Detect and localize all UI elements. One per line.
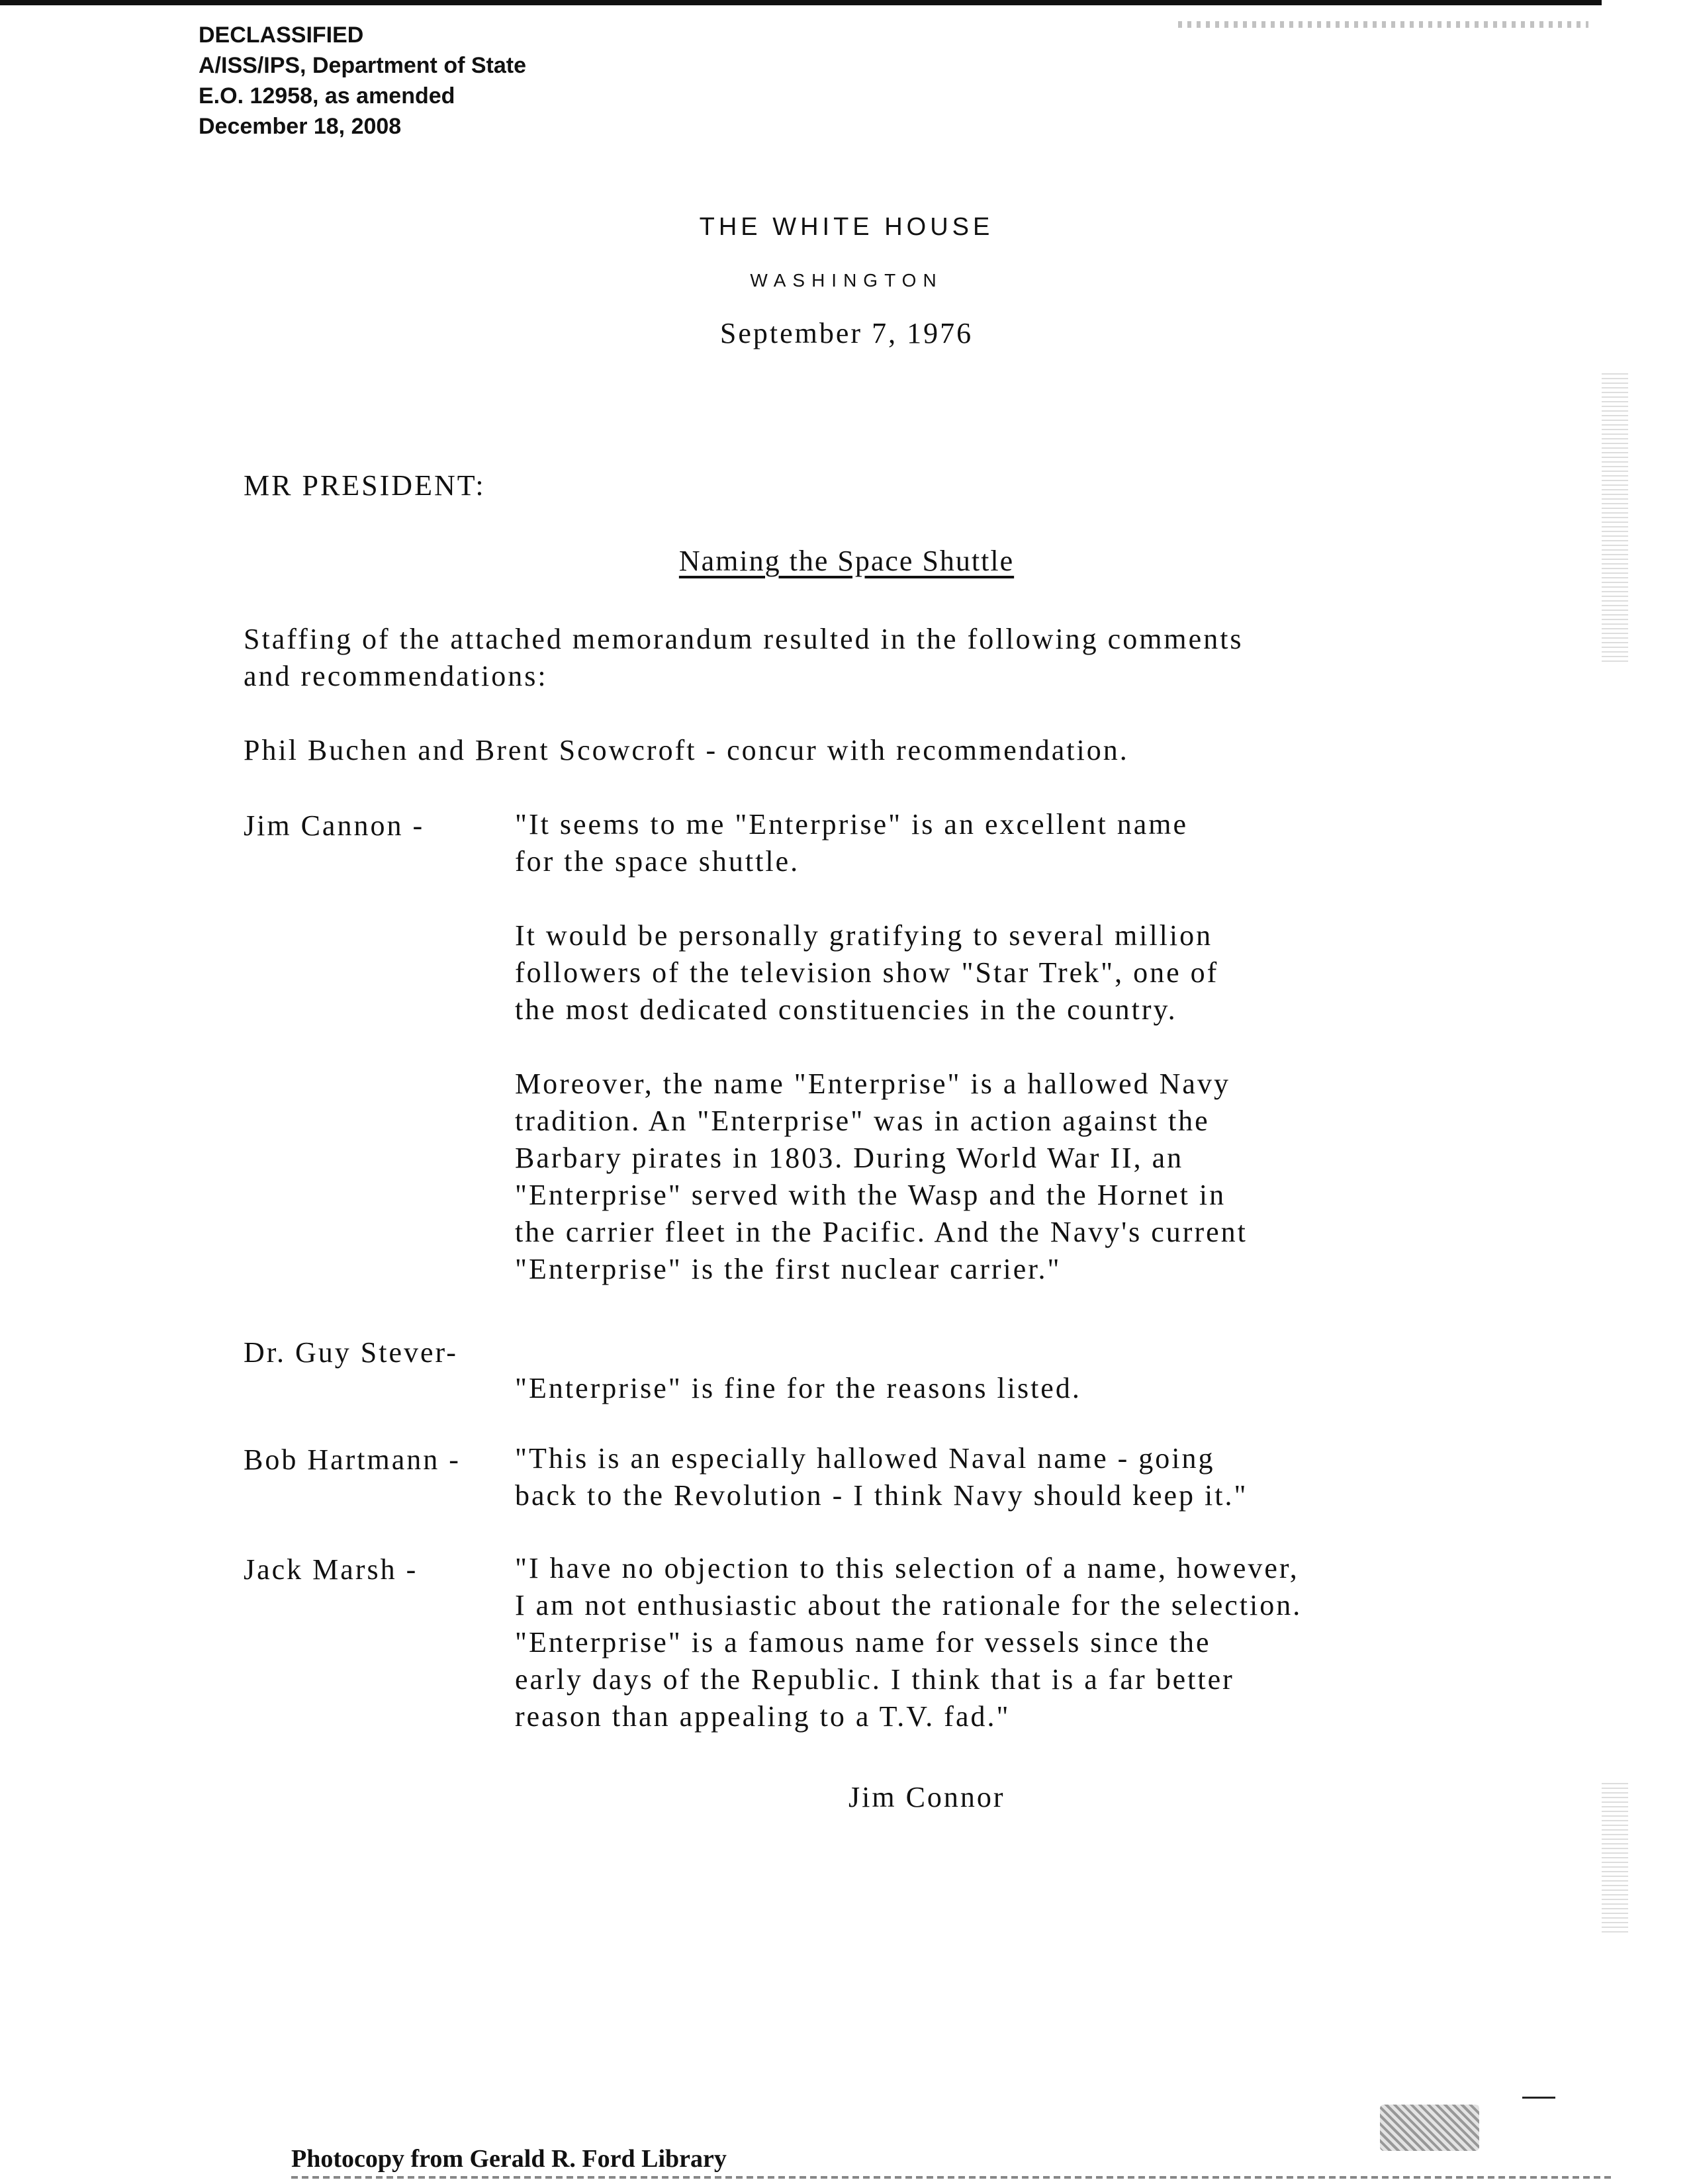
comment-line: "Enterprise" is the first nuclear carrier."	[515, 1253, 1062, 1285]
letterhead-city: WASHINGTON	[750, 270, 943, 291]
comment-line: reason than appealing to a T.V. fad."	[515, 1700, 1011, 1733]
comment-line: Barbary pirates in 1803. During World War II, an	[515, 1142, 1184, 1174]
comment-line: back to the Revolution - I think Navy should keep it."	[515, 1479, 1248, 1512]
cannon-comment-3	[515, 1066, 1248, 1288]
declass-line-4: December 18, 2008	[199, 114, 402, 139]
declass-line-2: A/ISS/IPS, Department of State	[199, 53, 526, 78]
comment-line: "It seems to me "Enterprise" is an excellent name	[515, 808, 1189, 841]
top-border-line	[0, 0, 1602, 5]
cannon-comment-1	[515, 806, 1188, 880]
comment-line: the carrier fleet in the Pacific. And the Navy's current	[515, 1216, 1248, 1248]
letterhead-title: THE WHITE HOUSE	[699, 213, 994, 241]
declass-line-3: E.O. 12958, as amended	[199, 83, 455, 109]
comment-line: "Enterprise" served with the Wasp and the Hornet in	[515, 1179, 1226, 1211]
comment-line: for the space shuttle.	[515, 845, 800, 878]
intro-line: and recommendations:	[244, 660, 548, 692]
right-edge-scan-artifact	[1602, 1780, 1628, 1933]
cannon-comment-2	[515, 917, 1218, 1028]
comment-line: followers of the television show "Star Trek", one of	[515, 956, 1219, 989]
comment-line: "This is an especially hallowed Naval name - going	[515, 1442, 1215, 1475]
marsh-comment	[515, 1550, 1302, 1735]
top-scan-artifact	[1178, 21, 1588, 28]
memo-date: September 7, 1976	[719, 317, 974, 349]
comment-line: I am not enthusiastic about the rationale for the selection.	[515, 1589, 1303, 1621]
comment-line: It would be personally gratifying to several million	[515, 919, 1213, 952]
comment-line: "Enterprise" is a famous name for vessels since the	[515, 1626, 1211, 1659]
hartmann-comment	[515, 1440, 1248, 1514]
commenter-hartmann: Bob Hartmann -	[244, 1443, 461, 1476]
stever-comment	[515, 1370, 1081, 1407]
commenter-marsh: Jack Marsh -	[244, 1553, 418, 1586]
salutation: MR PRESIDENT:	[244, 469, 486, 502]
commenter-cannon: Jim Cannon -	[244, 809, 425, 842]
library-stamp-mark	[1380, 2105, 1479, 2151]
declassification-stamp	[199, 20, 526, 142]
comment-line: "Enterprise" is fine for the reasons listed.	[515, 1372, 1081, 1404]
scan-mark	[1522, 2097, 1555, 2099]
bottom-scan-line	[291, 2176, 1615, 2179]
intro-paragraph	[244, 621, 1244, 695]
comment-line: Moreover, the name "Enterprise" is a hallowed Navy	[515, 1068, 1230, 1100]
commenter-stever: Dr. Guy Stever-	[244, 1336, 458, 1369]
concur-line: Phil Buchen and Brent Scowcroft - concur with recommendation.	[244, 734, 1129, 766]
comment-line: the most dedicated constituencies in the country.	[515, 993, 1177, 1026]
intro-line: Staffing of the attached memorandum resulted in the following comments	[244, 623, 1244, 655]
signature-name: Jim Connor	[848, 1781, 1005, 1813]
comment-line: "I have no objection to this selection of a name, however,	[515, 1552, 1299, 1584]
declass-line-1: DECLASSIFIED	[199, 23, 364, 48]
right-edge-scan-artifact	[1602, 371, 1628, 662]
comment-line: early days of the Republic. I think that is a far better	[515, 1663, 1234, 1696]
library-footer: Photocopy from Gerald R. Ford Library	[291, 2145, 727, 2173]
memo-subject: Naming the Space Shuttle	[678, 545, 1015, 577]
concur-paragraph	[244, 732, 1129, 769]
comment-line: tradition. An "Enterprise" was in action against the	[515, 1105, 1210, 1137]
